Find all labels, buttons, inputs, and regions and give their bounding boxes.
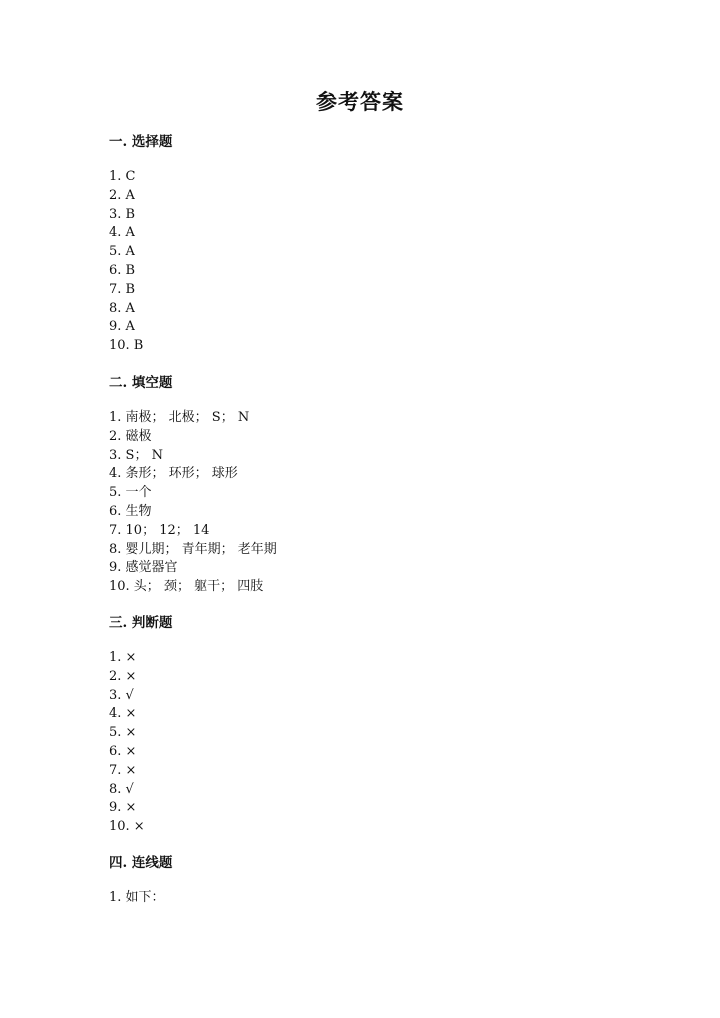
section-fill-in-blank — [109, 373, 629, 597]
answer-item: 2. 磁极 — [109, 428, 152, 444]
section-heading: 三. 判断题 — [109, 615, 173, 631]
section-true-false — [109, 613, 629, 837]
section-multiple-choice — [109, 132, 629, 356]
answer-item: 2. A — [109, 187, 135, 203]
answer-list — [109, 409, 629, 597]
answer-list — [109, 168, 629, 356]
answer-item: 1. × — [109, 650, 137, 665]
section-heading: 四. 连线题 — [109, 855, 173, 871]
answer-item: 1. 如下： — [109, 890, 165, 905]
answer-item: 10. B — [109, 338, 144, 354]
answer-item: 6. × — [109, 743, 137, 759]
answer-list — [109, 649, 629, 837]
answer-list — [109, 889, 629, 908]
answer-item: 3. B — [109, 206, 136, 222]
answer-item: 6. 生物 — [109, 503, 152, 519]
answer-item: 3. √ — [109, 687, 134, 703]
answer-item: 4. 条形； 环形； 球形 — [109, 466, 238, 482]
answer-item: 1. 南极； 北极； S； N — [109, 410, 250, 425]
answer-item: 8. √ — [109, 781, 134, 797]
answer-item: 1. C — [109, 169, 136, 184]
answer-item: 9. 感觉器官 — [109, 560, 178, 576]
page-title: 参考答案 — [316, 89, 404, 114]
answer-item: 7. B — [109, 281, 136, 297]
answer-item: 4. A — [109, 225, 135, 241]
answer-item: 9. A — [109, 319, 135, 335]
answer-item: 5. A — [109, 244, 135, 260]
answer-item: 3. S； N — [109, 447, 163, 463]
answer-item: 4. × — [109, 706, 137, 722]
answer-item: 6. B — [109, 262, 136, 278]
answer-item: 7. × — [109, 762, 137, 778]
answer-item: 9. × — [109, 800, 137, 816]
answer-item: 5. × — [109, 725, 137, 741]
section-matching — [109, 853, 629, 908]
answer-item: 8. 婴儿期； 青年期； 老年期 — [109, 541, 277, 557]
answer-item: 2. × — [109, 668, 137, 684]
answer-item: 7. 10； 12； 14 — [109, 522, 210, 538]
answer-item: 8. A — [109, 300, 135, 316]
answer-item: 10. 头； 颈； 躯干； 四肢 — [109, 579, 264, 595]
section-heading: 一. 选择题 — [109, 134, 173, 150]
section-heading: 二. 填空题 — [109, 375, 173, 391]
answer-item: 5. 一个 — [109, 485, 152, 501]
answer-item: 10. × — [109, 819, 145, 835]
